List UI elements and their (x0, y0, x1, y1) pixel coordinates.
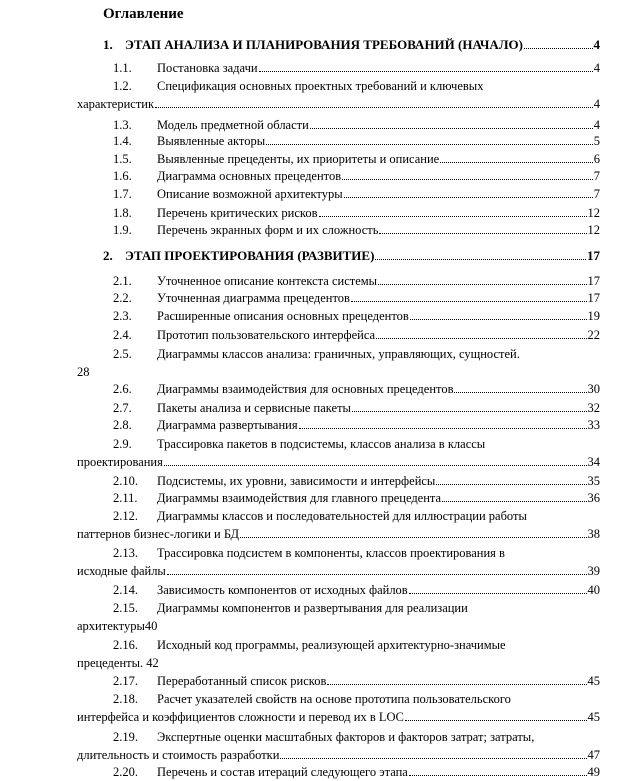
dot-leader (319, 205, 587, 217)
dot-leader (378, 273, 586, 285)
dot-leader (259, 60, 593, 72)
toc-entry-title: Диаграммы классов и последовательностей для иллюстрации работы (157, 509, 527, 523)
toc-entry-title: Диаграммы компонентов и развертывания для реализации (157, 601, 468, 615)
toc-entry-page: 12 (587, 206, 600, 220)
toc-entry-page: 17 (587, 291, 600, 305)
toc-entry-title: Диаграмма основных прецедентов (157, 169, 342, 183)
toc-entry-title: Диаграммы взаимодействия для главного прецедента (157, 491, 442, 505)
toc-entry-number: 2.2. (113, 291, 132, 305)
toc-entry-title: Перечень и состав итераций следующего этапа (157, 765, 408, 779)
toc-entry-number: 2. (103, 248, 113, 263)
toc-entry-page: 32 (587, 401, 600, 415)
toc-entry-title: Уточненная диаграмма прецедентов (157, 291, 350, 305)
toc-entry-page: 6 (593, 152, 600, 166)
toc-entry-number: 2.10. (113, 474, 138, 488)
dot-leader (351, 290, 587, 302)
toc-entry-title: Модель предметной области (157, 118, 309, 132)
toc-entry-page: 38 (587, 527, 600, 541)
toc-title: Оглавление (103, 6, 184, 22)
dot-leader (327, 673, 586, 685)
toc-entry-title: Пакеты анализа и сервисные пакеты (157, 401, 351, 415)
toc-entry-page: 4 (593, 61, 600, 75)
toc-entry-title: Зависимость компонентов от исходных файлов (157, 583, 408, 597)
dot-leader (524, 37, 593, 49)
toc-entry-number: 1.4. (113, 134, 132, 148)
toc-entry-page: 49 (587, 765, 600, 779)
dot-leader (409, 764, 587, 776)
toc-entry-page: 17 (587, 274, 600, 288)
toc-entry-title-continued: интерфейса и коэффициентов сложности и перевод их в LOC (77, 710, 404, 724)
dot-leader (167, 563, 587, 575)
toc-entry-number: 2.8. (113, 418, 132, 432)
toc-entry-page: 4 (593, 37, 600, 52)
toc-entry-number: 2.4. (113, 328, 132, 342)
toc-entry-page: 4 (593, 97, 600, 111)
toc-entry-title: Выявленные прецеденты, их приоритеты и описание (157, 152, 440, 166)
toc-entry-page: 36 (587, 491, 600, 505)
toc-entry-title-continued: паттернов бизнес-логики и БД (77, 527, 240, 541)
toc-entry-title: Исходный код программы, реализующей архитектурно-значимые (157, 638, 506, 652)
dot-leader (164, 454, 587, 466)
dot-leader (442, 490, 586, 502)
toc-entry-title: Расчет указателей свойств на основе прототипа пользовательского (157, 692, 511, 706)
toc-entry-page: 47 (587, 748, 600, 762)
toc-entry-number: 1. (103, 37, 113, 52)
toc-entry-page: 45 (587, 674, 600, 688)
toc-entry-number: 1.7. (113, 187, 132, 201)
toc-entry-title: Трассировка пакетов в подсистемы, классов анализа в классы (157, 437, 486, 451)
toc-entry-number: 2.20. (113, 765, 138, 779)
toc-entry-number: 1.8. (113, 206, 132, 220)
toc-entry-page: 5 (593, 134, 600, 148)
toc-entry-title-continued: архитектуры40 (77, 619, 158, 633)
dot-leader (409, 582, 587, 594)
toc-entry-page: 7 (593, 187, 600, 201)
toc-entry-number: 1.1. (113, 61, 132, 75)
toc-entry-title: Выявленные акторы (157, 134, 266, 148)
toc-entry-title: Уточненное описание контекста системы (157, 274, 378, 288)
toc-entry-number: 2.6. (113, 382, 132, 396)
toc-entry-title-continued: прецеденты. 42 (77, 656, 159, 670)
toc-entry-title: Расширенные описания основных прецедентов (157, 309, 409, 323)
toc-entry-title-continued: характеристик (77, 97, 155, 111)
toc-entry-page: 39 (587, 564, 600, 578)
toc-entry-title: Переработанный список рисков (157, 674, 327, 688)
toc-entry-number: 2.11. (113, 491, 138, 505)
dot-leader (342, 168, 593, 180)
dot-leader (440, 151, 593, 163)
toc-entry-number: 2.15. (113, 601, 138, 615)
toc-entry-number: 2.5. (113, 347, 132, 361)
toc-entry-title: Описание возможной архитектуры (157, 187, 343, 201)
toc-entry-number: 1.2. (113, 79, 132, 93)
toc-entry-number: 2.12. (113, 509, 138, 523)
dot-leader (344, 186, 593, 198)
toc-entry-number: 1.9. (113, 223, 132, 237)
toc-entry-title-continued: проектирования (77, 455, 163, 469)
dot-leader (410, 308, 587, 320)
toc-entry-number: 2.18. (113, 692, 138, 706)
dot-leader (280, 747, 586, 759)
dot-leader (379, 222, 586, 234)
toc-entry-number: 2.3. (113, 309, 132, 323)
dot-leader (375, 248, 586, 260)
toc-entry-title: Экспертные оценки масштабных факторов и факторов затрат; затраты, (157, 730, 535, 744)
toc-entry-number: 2.1. (113, 274, 132, 288)
dot-leader (310, 117, 593, 129)
toc-entry-page: 4 (593, 118, 600, 132)
toc-entry-page: 17 (587, 248, 600, 263)
toc-entry-number: 2.7. (113, 401, 132, 415)
toc-entry-title: ЭТАП ПРОЕКТИРОВАНИЯ (РАЗВИТИЕ) (125, 248, 375, 263)
toc-entry-title-continued: длительность и стоимость разработки (77, 748, 280, 762)
dot-leader (266, 133, 593, 145)
dot-leader (155, 96, 593, 108)
toc-entry-number: 2.17. (113, 674, 138, 688)
toc-entry-title: Трассировка подсистем в компоненты, классов проектирования в (157, 546, 505, 560)
toc-entry-number: 1.6. (113, 169, 132, 183)
toc-entry-page: 22 (587, 328, 600, 342)
toc-entry-number: 2.9. (113, 437, 132, 451)
dot-leader (299, 417, 587, 429)
toc-entry-title: Постановка задачи (157, 61, 258, 75)
toc-entry-number: 2.19. (113, 730, 138, 744)
toc-entry-number: 1.3. (113, 118, 132, 132)
toc-entry-title-continued: 28 (77, 365, 90, 379)
dot-leader (454, 381, 586, 393)
toc-entry-title: Подсистемы, их уровни, зависимости и интерфейсы (157, 474, 436, 488)
dot-leader (405, 709, 587, 721)
toc-entry-number: 1.5. (113, 152, 132, 166)
toc-entry-page: 33 (587, 418, 600, 432)
dot-leader (352, 400, 587, 412)
toc-entry-page: 30 (587, 382, 600, 396)
toc-entry-page: 35 (587, 474, 600, 488)
toc-entry-page: 7 (593, 169, 600, 183)
toc-entry-page: 12 (587, 223, 600, 237)
toc-entry-number: 2.13. (113, 546, 138, 560)
dot-leader (436, 473, 586, 485)
toc-entry-title: Прототип пользовательского интерфейса (157, 328, 376, 342)
toc-entry-number: 2.14. (113, 583, 138, 597)
toc-entry-page: 45 (587, 710, 600, 724)
toc-entry-page: 40 (587, 583, 600, 597)
toc-entry-page: 19 (587, 309, 600, 323)
toc-entry-title: Перечень критических рисков (157, 206, 318, 220)
toc-entry-title: Спецификация основных проектных требований и ключевых (157, 79, 484, 93)
dot-leader (240, 526, 586, 538)
toc-entry-page: 34 (587, 455, 600, 469)
toc-entry-title: ЭТАП АНАЛИЗА И ПЛАНИРОВАНИЯ ТРЕБОВАНИЙ (НАЧАЛО) (125, 37, 523, 52)
toc-entry-number: 2.16. (113, 638, 138, 652)
toc-entry-title: Диаграмма развертывания (157, 418, 298, 432)
toc-entry-title: Перечень экранных форм и их сложность (157, 223, 379, 237)
toc-entry-title-continued: исходные файлы (77, 564, 166, 578)
toc-entry-title: Диаграммы классов анализа: граничных, управляющих, сущностей. (157, 347, 520, 361)
dot-leader (376, 327, 586, 339)
toc-entry-title: Диаграммы взаимодействия для основных прецедентов (157, 382, 454, 396)
